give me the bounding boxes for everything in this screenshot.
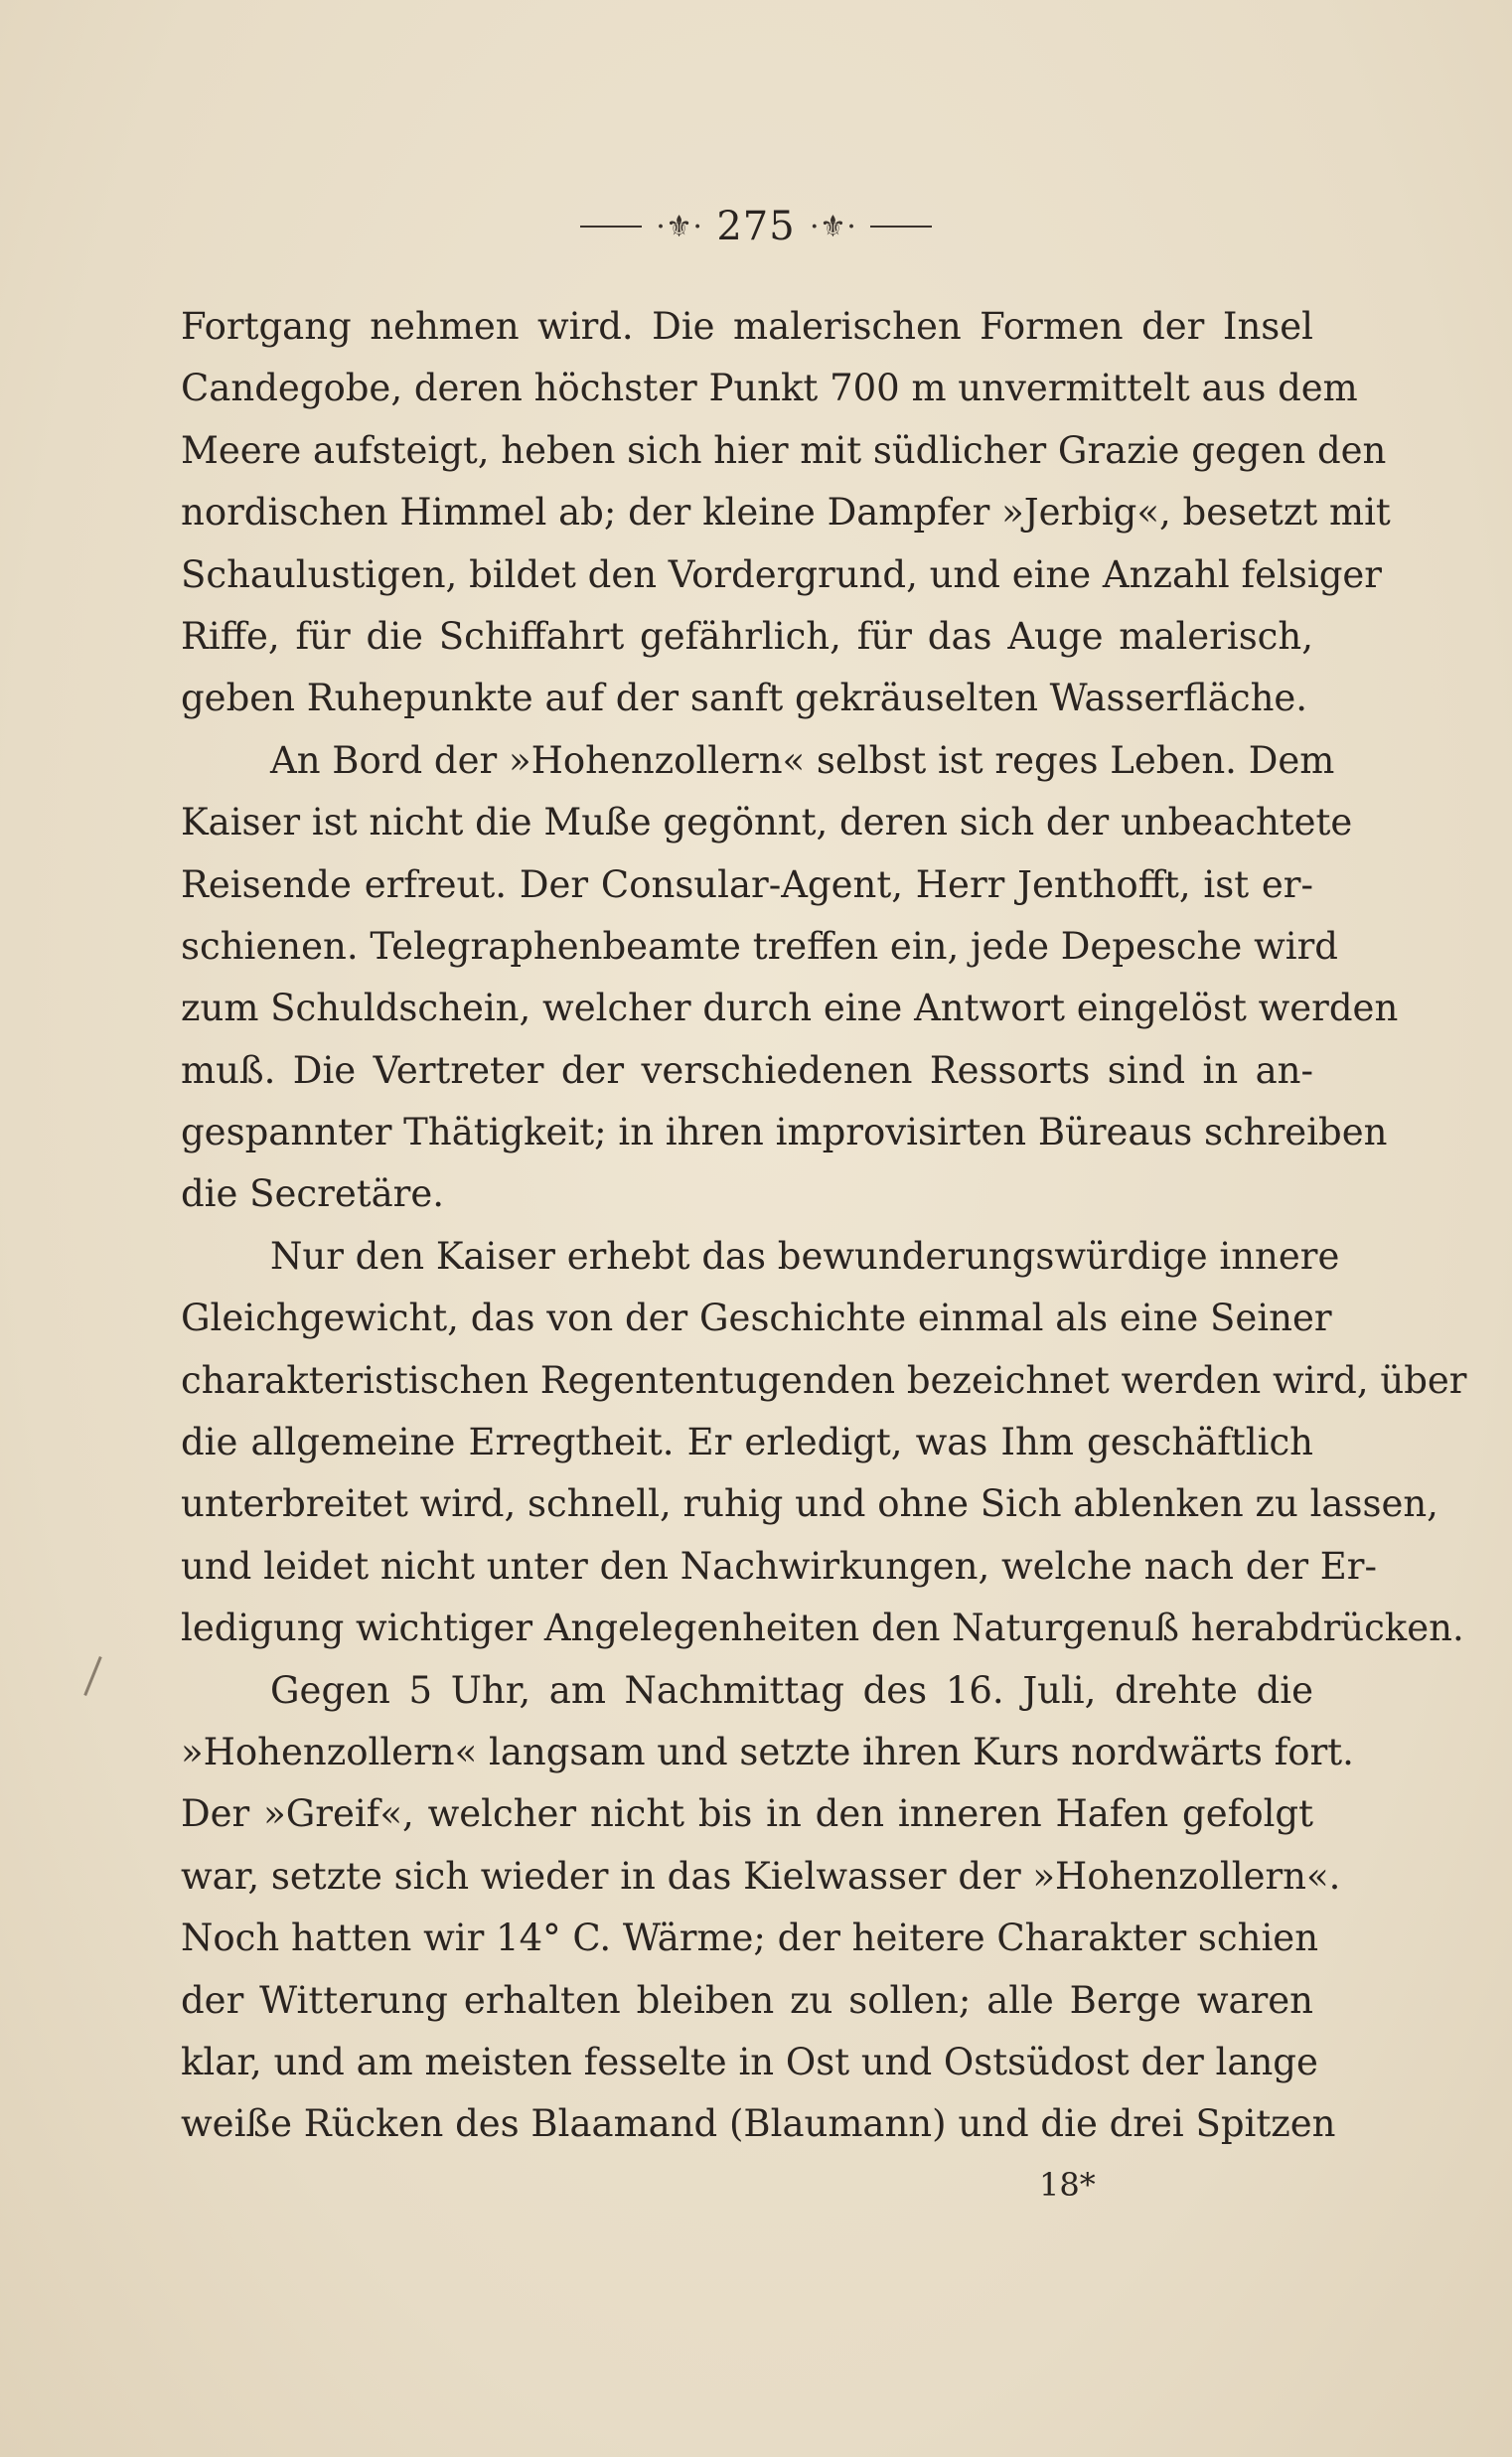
header-ornament-right-icon: ⋅⚜⋅ xyxy=(809,209,857,244)
text-line: klar, und am meisten fesselte in Ost und Ostsüdost der lange xyxy=(181,2040,1318,2083)
text-line: ledigung wichtiger Angelegenheiten den Naturgenuß herabdrücken. xyxy=(181,1607,1464,1650)
text-line: die allgemeine Erregtheit. Er erledigt, was Ihm geschäftlich xyxy=(181,1421,1313,1464)
text-line: Noch hatten wir 14° C. Wärme; der heitere Charakter schien xyxy=(181,1917,1319,1960)
text-line: charakteristischen Regententugenden bezeichnet werden wird, über xyxy=(181,1358,1467,1402)
text-line: Kaiser ist nicht die Muße gegönnt, deren sich der unbeachtete xyxy=(181,801,1353,845)
page-header xyxy=(0,204,1512,249)
text-line: »Hohenzollern« langsam und setzte ihren Kurs nordwärts fort. xyxy=(181,1730,1354,1773)
body-text xyxy=(181,296,1467,2156)
text-line: Der »Greif«, welcher nicht bis in den inneren Hafen gefolgt xyxy=(181,1792,1313,1836)
text-line: weiße Rücken des Blaamand (Blaumann) und die drei Spitzen xyxy=(181,2102,1336,2146)
text-line: Nur den Kaiser erhebt das bewunderungswürdige innere xyxy=(270,1234,1340,1278)
text-line: muß. Die Vertreter der verschiedenen Ressorts sind in an- xyxy=(181,1048,1313,1092)
text-line: und leidet nicht unter den Nachwirkungen, welche nach der Er- xyxy=(181,1544,1377,1588)
text-line: die Secretäre. xyxy=(181,1172,444,1216)
text-line: schienen. Telegraphenbeamte treffen ein, jede Depesche wird xyxy=(181,924,1338,968)
margin-pencil-mark xyxy=(83,1656,102,1696)
text-line: zum Schuldschein, welcher durch eine Antwort eingelöst werden xyxy=(181,987,1399,1030)
text-line: Gegen 5 Uhr, am Nachmittag des 16. Juli, drehte die xyxy=(270,1668,1313,1712)
text-line: An Bord der »Hohenzollern« selbst ist reges Leben. Dem xyxy=(270,738,1335,782)
text-line: unterbreitet wird, schnell, ruhig und ohne Sich ablenken zu lassen, xyxy=(181,1482,1438,1526)
text-line: Gleichgewicht, das von der Geschichte einmal als eine Seiner xyxy=(181,1297,1332,1340)
text-line: Fortgang nehmen wird. Die malerischen Formen der Insel xyxy=(181,305,1313,348)
header-rule-right xyxy=(870,226,932,228)
text-line: der Witterung erhalten bleiben zu sollen; alle Berge waren xyxy=(181,1978,1313,2022)
text-line: nordischen Himmel ab; der kleine Dampfer »Jerbig«, besetzt mit xyxy=(181,491,1391,535)
header-rule-left xyxy=(580,226,642,228)
text-line: Schaulustigen, bildet den Vordergrund, und eine Anzahl felsiger xyxy=(181,552,1382,596)
printer-signature: 18* xyxy=(1039,2166,1096,2204)
text-line: geben Ruhepunkte auf der sanft gekräuselten Wasserfläche. xyxy=(181,677,1308,720)
text-line: war, setzte sich wieder in das Kielwasser der »Hohenzollern«. xyxy=(181,1854,1341,1898)
text-line: Meere aufsteigt, heben sich hier mit südlicher Grazie gegen den xyxy=(181,428,1387,472)
text-line: Reisende erfreut. Der Consular-Agent, Herr Jenthofft, ist er- xyxy=(181,862,1313,906)
page-number: 275 xyxy=(716,204,796,249)
text-line: Candegobe, deren höchster Punkt 700 m unvermittelt aus dem xyxy=(181,367,1358,410)
text-line: Riffe, für die Schiffahrt gefährlich, für das Auge malerisch, xyxy=(181,614,1313,658)
text-line: gespannter Thätigkeit; in ihren improvisirten Büreaus schreiben xyxy=(181,1111,1388,1154)
header-ornament-left-icon: ⋅⚜⋅ xyxy=(655,209,703,244)
